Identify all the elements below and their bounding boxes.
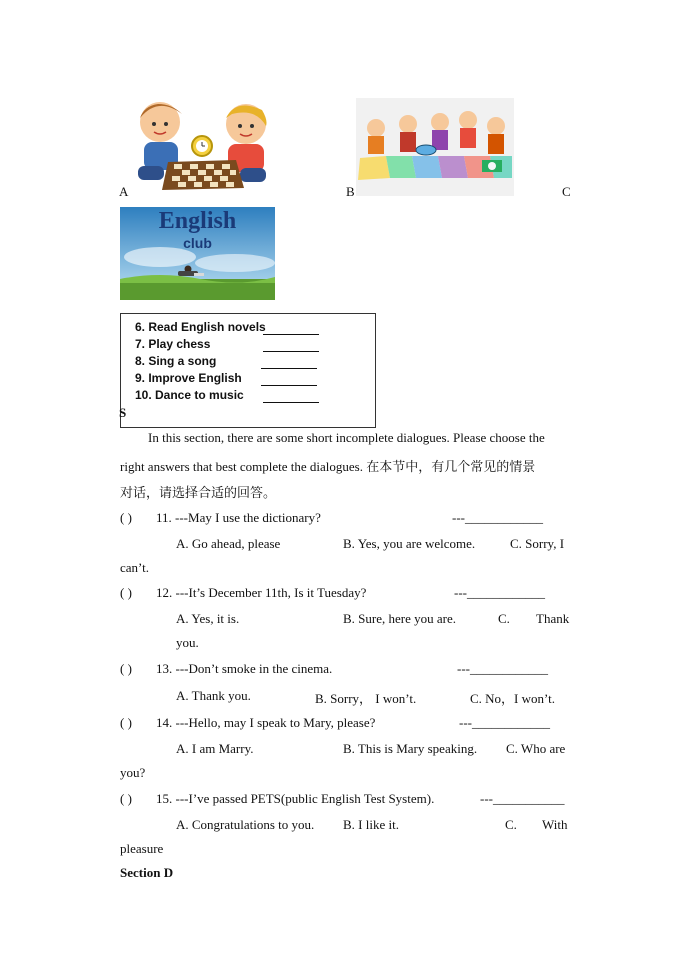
picture-b xyxy=(356,98,514,196)
q11-option-c-wrap: can’t. xyxy=(120,560,149,575)
question-14: 14. ---Hello, may I speak to Mary, please? xyxy=(156,715,376,730)
question-15: 15. ---I’ve passed PETS(public English Test System). xyxy=(156,791,435,806)
answer-blank-14[interactable]: ---____________ xyxy=(459,715,550,730)
q14-option-c-wrap: you? xyxy=(120,765,146,780)
q12-option-c-wrap: you. xyxy=(176,635,199,650)
matching-blank-7[interactable] xyxy=(263,351,319,352)
question-12: 12. ---It’s December 11th, Is it Tuesday? xyxy=(156,585,367,600)
question-11: 11. ---May I use the dictionary? xyxy=(156,510,321,525)
q13-option-a: A. Thank you. xyxy=(176,688,251,703)
q15-option-c-wrap: pleasure xyxy=(120,841,164,856)
answer-blank-13[interactable]: ---____________ xyxy=(457,661,548,676)
matching-blank-9[interactable] xyxy=(261,385,317,386)
q14-option-b: B. This is Mary speaking. xyxy=(343,741,478,756)
answer-blank-12[interactable]: ---____________ xyxy=(454,585,545,600)
q12-option-a: A. Yes, it is. xyxy=(176,611,240,626)
q12-option-b: B. Sure, here you are. xyxy=(343,611,456,626)
q15-option-a: A. Congratulations to you. xyxy=(176,817,315,832)
english-club-title: English xyxy=(158,208,237,234)
answer-blank-15[interactable]: ---___________ xyxy=(480,791,565,806)
matching-blank-10[interactable] xyxy=(263,402,319,403)
section-d-heading: Section D xyxy=(120,865,174,880)
picture-c-label: C xyxy=(562,184,571,199)
question-13: 13. ---Don’t smoke in the cinema. xyxy=(156,661,333,676)
matching-item-8: 8. Sing a song xyxy=(135,354,217,368)
picture-a xyxy=(128,96,276,192)
q11-option-b: B. Yes, you are welcome. xyxy=(343,536,476,551)
q14-option-c: C. Who are xyxy=(506,741,566,756)
matching-item-10: 10. Dance to music xyxy=(135,388,244,402)
matching-box xyxy=(120,313,376,428)
answer-paren-14[interactable]: ( ) xyxy=(120,715,132,730)
instructions-line-2: right answers that best complete the dialogues. 在本节中，有几个常见的情景 xyxy=(120,459,536,474)
q15-option-b: B. I like it. xyxy=(343,817,399,832)
instructions-line-3: 对话，请选择合适的回答。 xyxy=(120,485,277,500)
matching-item-7: 7. Play chess xyxy=(135,337,211,351)
q11-option-a: A. Go ahead, please xyxy=(176,536,281,551)
matching-item-9: 9. Improve English xyxy=(135,371,242,385)
children-playing-chess-picture xyxy=(128,96,276,192)
q15-option-c: C. xyxy=(505,817,517,832)
matching-blank-8[interactable] xyxy=(261,368,317,369)
matching-blank-6[interactable] xyxy=(263,334,319,335)
q14-option-a: A. I am Marry. xyxy=(176,741,254,756)
matching-item-6: 6. Read English novels xyxy=(135,320,266,334)
q13-option-b: B. Sorry， I won’t. xyxy=(315,691,417,706)
q15-option-c-text: With xyxy=(542,817,568,832)
english-club-picture-box xyxy=(120,207,275,300)
picture-a-label: A xyxy=(119,184,129,199)
instructions-line-1: In this section, there are some short incomplete dialogues. Please choose the xyxy=(148,430,545,445)
children-playing-music-picture xyxy=(356,98,514,196)
english-club-subtitle: club xyxy=(183,235,212,251)
section-c-heading-partial: S xyxy=(119,405,127,420)
picture-b-label: B xyxy=(346,184,355,199)
answer-blank-11[interactable]: ---____________ xyxy=(452,510,543,525)
q12-option-c: C. xyxy=(498,611,510,626)
q12-option-c-text: Thank xyxy=(536,611,570,626)
answer-paren-15[interactable]: ( ) xyxy=(120,791,132,806)
answer-paren-13[interactable]: ( ) xyxy=(120,661,132,676)
answer-paren-11[interactable]: ( ) xyxy=(120,510,132,525)
q13-option-c: C. No，I won’t. xyxy=(470,691,555,706)
q11-option-c: C. Sorry, I xyxy=(510,536,565,551)
answer-paren-12[interactable]: ( ) xyxy=(120,585,132,600)
